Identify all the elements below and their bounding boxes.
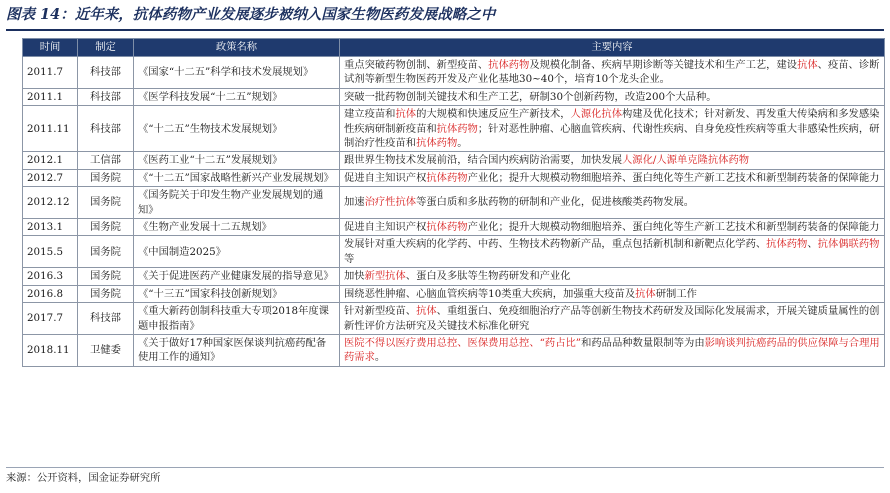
content-text: ；针对恶性肿瘤、心脑血管疾病、代谢性疾病、自身免疫性疾病等重大非感染性疾病，研制治疗性疫苗和 xyxy=(344,122,880,150)
row-org: 国务院 xyxy=(78,268,134,285)
highlighted-text: 抗体药物 xyxy=(436,122,478,135)
table-row xyxy=(23,152,885,169)
row-time: 2018.11 xyxy=(23,334,78,366)
content-text: 重点突破药物创制、新型疫苗、 xyxy=(344,59,489,71)
table-row xyxy=(23,303,885,335)
content-text: 围绕恶性肿瘤、心脑血管疾病等10类重大疾病，加强重大疫苗及 xyxy=(344,287,636,300)
content-text: 。 xyxy=(374,351,386,364)
row-time: 2011.7 xyxy=(23,57,78,89)
table-row xyxy=(23,334,885,366)
content-text: 产业化；提升大规模动物细胞培养、蛋白纯化等生产新工艺技术和新型制药装备的保障能力 xyxy=(467,221,880,234)
row-policy-name: 《重大新药创制科技重大专项2018年度课题申报指南》 xyxy=(134,303,340,335)
content-text: 跟世界生物技术发展前沿，结合国内疾病防治需要，加快发展 xyxy=(344,154,623,167)
content-text: 突破一批药物创制关键技术和生产工艺，研制30个创新药物，改造200个大品种。 xyxy=(344,90,717,103)
row-org: 工信部 xyxy=(78,152,134,169)
column-header-time: 时间 xyxy=(23,39,78,57)
content-text: 、 xyxy=(807,238,818,251)
row-org: 科技部 xyxy=(78,106,134,152)
title-divider xyxy=(6,29,884,31)
row-org: 国务院 xyxy=(78,285,134,302)
content-text: 等蛋白质和多肽药物的研制和产业化，促进核酸类药物发展。 xyxy=(416,196,695,209)
content-text: 促进自主知识产权 xyxy=(344,171,427,184)
content-text: 促进自主知识产权 xyxy=(344,221,427,234)
content-text: 建立疫苗和 xyxy=(344,108,396,121)
row-policy-name: 《国家“十二五”科学和技术发展规划》 xyxy=(134,57,340,89)
content-text: 等 xyxy=(344,252,355,265)
content-text: 加速 xyxy=(344,196,365,209)
row-policy-name: 《“十三五”国家科技创新规划》 xyxy=(134,285,340,302)
row-time: 2016.3 xyxy=(23,268,78,285)
highlighted-text: 抗体 xyxy=(395,108,417,121)
content-text: 研制工作 xyxy=(655,287,697,300)
row-time: 2016.8 xyxy=(23,285,78,302)
row-org: 卫健委 xyxy=(78,334,134,366)
highlighted-text: 治疗性抗体 xyxy=(364,196,417,209)
highlighted-text: 人源化/人源单克隆抗体药物 xyxy=(622,154,750,167)
highlighted-text: 抗体药物 xyxy=(426,171,468,184)
table-header-row xyxy=(23,39,885,57)
source-divider xyxy=(6,467,884,468)
row-org: 科技部 xyxy=(78,303,134,335)
row-content xyxy=(340,219,885,236)
row-content xyxy=(340,88,885,105)
content-text: 针对新型疫苗、 xyxy=(344,305,417,318)
row-org: 科技部 xyxy=(78,88,134,105)
row-policy-name: 《关于促进医药产业健康发展的指导意见》 xyxy=(134,268,340,285)
table-row xyxy=(23,57,885,89)
highlighted-text: 抗体药物 xyxy=(416,137,458,150)
content-text: 和药品品种数量限制等为由 xyxy=(581,336,705,349)
page-title: 图表 14：近年来，抗体药物产业发展逐步被纳入国家生物医药发展战略之中 xyxy=(6,6,496,23)
row-time: 2011.11 xyxy=(23,106,78,152)
row-org: 国务院 xyxy=(78,236,134,268)
row-org: 国务院 xyxy=(78,169,134,186)
content-text: 加快 xyxy=(344,270,365,283)
table-row xyxy=(23,169,885,186)
row-policy-name: 《医学科技发展“十二五”规划》 xyxy=(134,88,340,105)
content-text: 。 xyxy=(457,137,468,150)
row-time: 2012.7 xyxy=(23,169,78,186)
row-time: 2015.5 xyxy=(23,236,78,268)
content-text: 、蛋白及多肽等生物药研发和产业化 xyxy=(405,270,571,283)
table-row xyxy=(23,285,885,302)
row-content xyxy=(340,285,885,302)
table-row xyxy=(23,106,885,152)
row-content xyxy=(340,268,885,285)
highlighted-text: 影响谈判抗癌药品的供应保障与合理用药需求 xyxy=(344,336,880,364)
content-text: 发展针对重大疾病的化学药、中药、生物技术药物新产品，重点包括新机制和新靶点化学药、 xyxy=(344,238,767,251)
table-row xyxy=(23,236,885,268)
row-policy-name: 《“十二五”国家战略性新兴产业发展规划》 xyxy=(134,169,340,186)
highlighted-text: 抗体 xyxy=(797,59,818,71)
row-content xyxy=(340,57,885,89)
highlighted-text: 抗体药物 xyxy=(766,238,808,251)
column-header-content: 主要内容 xyxy=(340,39,885,57)
row-content xyxy=(340,187,885,219)
row-time: 2017.7 xyxy=(23,303,78,335)
row-time: 2013.1 xyxy=(23,219,78,236)
column-header-policy-name: 政策名称 xyxy=(134,39,340,57)
highlighted-text: 医院不得以医疗费用总控、医保费用总控、“药占比” xyxy=(344,336,582,349)
highlighted-text: 抗体 xyxy=(635,287,656,300)
highlighted-text: 新型抗体 xyxy=(364,270,406,283)
content-text: 构建及优化技术；针对新发、再发重大传染病和多发感染性疾病研制新疫苗和 xyxy=(344,108,880,135)
policy-table xyxy=(22,38,885,367)
row-content xyxy=(340,169,885,186)
row-org: 科技部 xyxy=(78,57,134,89)
source-note: 来源：公开资料，国金证券研究所 xyxy=(6,472,161,484)
highlighted-text: 抗体 xyxy=(416,305,437,318)
row-time: 2012.12 xyxy=(23,187,78,219)
column-header-org: 制定 xyxy=(78,39,134,57)
row-policy-name: 《中国制造2025》 xyxy=(134,236,340,268)
row-policy-name: 《“十二五”生物技术发展规划》 xyxy=(134,106,340,152)
row-org: 国务院 xyxy=(78,187,134,219)
content-text: 及规模化制备、疾病早期诊断等关键技术和生产工艺，建设 xyxy=(529,59,798,71)
row-content xyxy=(340,303,885,335)
table-row xyxy=(23,187,885,219)
highlighted-text: 抗体偶联药物 xyxy=(817,238,880,251)
row-content xyxy=(340,236,885,268)
content-text: 、重组蛋白、免疫细胞治疗产品等创新生物技术药研发及国际化发展需求，开展关键质量属性的创新性评价方法研究及关键技术标准化研究 xyxy=(344,305,880,332)
table-row xyxy=(23,88,885,105)
row-time: 2011.1 xyxy=(23,88,78,105)
row-org: 国务院 xyxy=(78,219,134,236)
row-content xyxy=(340,106,885,152)
row-policy-name: 《生物产业发展十二五规划》 xyxy=(134,219,340,236)
row-policy-name: 《关于做好17种国家医保谈判抗癌药配备使用工作的通知》 xyxy=(134,334,340,366)
highlighted-text: 抗体药物 xyxy=(488,59,530,71)
content-text: 的大规模和快速反应生产新技术， xyxy=(416,108,571,121)
content-text: 、疫苗、诊断试剂等新型生物医药开发及产业化基地30~40个，培育10个龙头企业。 xyxy=(344,59,880,86)
row-time: 2012.1 xyxy=(23,152,78,169)
row-content xyxy=(340,334,885,366)
table-row xyxy=(23,219,885,236)
row-content xyxy=(340,152,885,169)
row-policy-name: 《国务院关于印发生物产业发展规划的通知》 xyxy=(134,187,340,219)
highlighted-text: 抗体药物 xyxy=(426,221,468,234)
highlighted-text: 人源化抗体 xyxy=(570,108,623,121)
table-row xyxy=(23,268,885,285)
row-policy-name: 《医药工业“十二五”发展规划》 xyxy=(134,152,340,169)
content-text: 产业化；提升大规模动物细胞培养、蛋白纯化等生产新工艺技术和新型制药装备的保障能力 xyxy=(467,171,880,184)
